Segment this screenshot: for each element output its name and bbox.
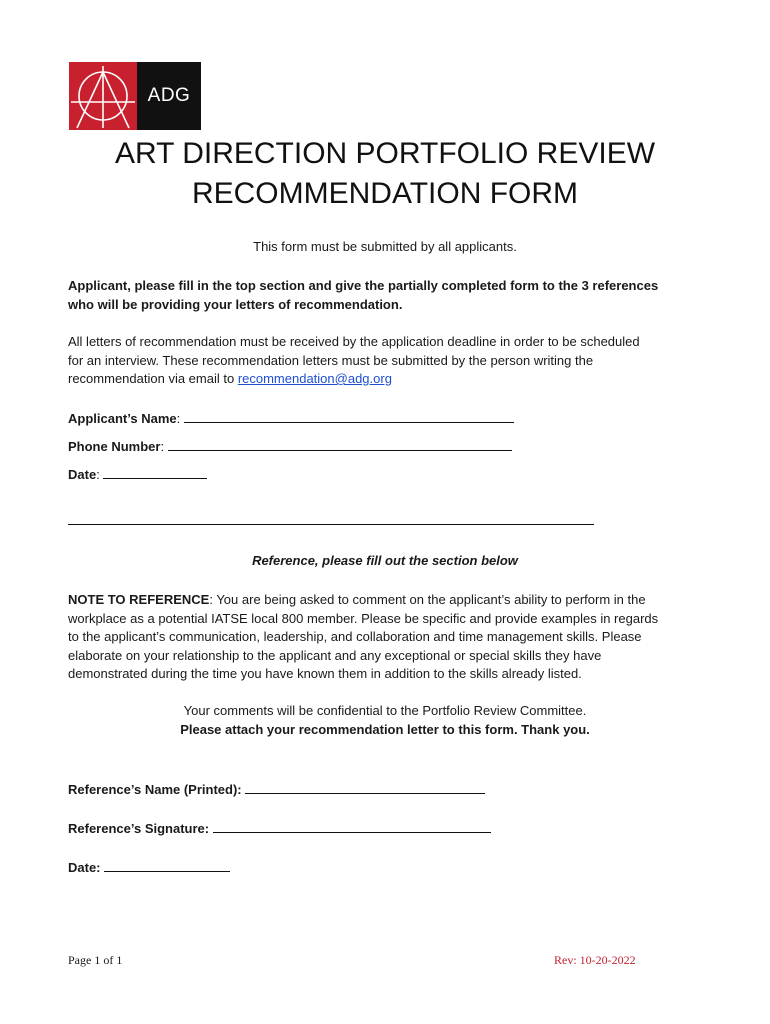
note-line-3: to the applicant’s communication, leadership, and collaboration and time management skills. Please: [68, 629, 642, 644]
applicant-date-blank[interactable]: [103, 465, 207, 479]
recommendation-email-link[interactable]: recommendation@adg.org: [237, 371, 392, 386]
letters-note-line-1: All letters of recommendation must be received by the application deadline in order to be scheduled: [68, 334, 640, 349]
note-label: NOTE TO REFERENCE: [68, 592, 210, 607]
reference-signature-label: Reference’s Signature:: [68, 821, 210, 836]
page-number: Page 1 of 1: [68, 953, 123, 967]
reference-date-field: [68, 858, 230, 878]
title-line-2: RECOMMENDATION FORM: [191, 177, 579, 210]
adg-logo-mark: [69, 62, 137, 130]
applicant-instruction: [68, 277, 708, 314]
letters-note-line-3: [68, 370, 708, 389]
applicant-name-blank[interactable]: [184, 409, 514, 423]
revision-date: Rev: 10-20-2022: [554, 953, 636, 967]
phone-number-field: Phone Number:: [68, 437, 512, 457]
reference-signature-blank[interactable]: [213, 819, 491, 833]
reference-signature-field: [68, 819, 491, 839]
letters-note-line-2: for an interview. These recommendation letters must be submitted by the person writing the: [68, 352, 594, 368]
note-line-4: elaborate on your relationship to the applicant and any exceptional or special skills they have: [68, 647, 602, 663]
reference-date-label: Date:: [68, 860, 101, 875]
compass-emblem-icon: [69, 62, 137, 130]
phone-number-blank[interactable]: [168, 437, 512, 451]
section-divider: [68, 524, 594, 525]
applicant-name-label: Applicant’s Name: [68, 411, 177, 426]
applicant-date-field: Date:: [68, 465, 207, 485]
attach-instruction: Please attach your recommendation letter to this form. Thank you.: [180, 722, 590, 737]
page-title: [0, 134, 770, 214]
title-line-1: ART DIRECTION PORTFOLIO REVIEW: [114, 137, 656, 170]
note-line-1-text: : You are being asked to comment on the applicant’s ability to perform in the: [209, 592, 646, 607]
confidential-text: Your comments will be confidential to the Portfolio Review Committee.: [183, 703, 587, 718]
intro-text: This form must be submitted by all applicants.: [253, 239, 517, 254]
note-to-reference: [68, 591, 708, 684]
applicant-instruction-line-2: who will be providing your letters of recommendation.: [68, 296, 403, 312]
letters-note: [68, 333, 708, 389]
phone-number-label: Phone Number: [68, 439, 161, 454]
reference-name-blank[interactable]: [245, 780, 485, 794]
applicant-name-field: Applicant’s Name:: [68, 409, 514, 429]
note-line-5: demonstrated during the time you have known them in addition to the skills already listed.: [68, 666, 582, 681]
reference-date-blank[interactable]: [104, 858, 230, 872]
applicant-instruction-line-1: Applicant, please fill in the top section and give the partially completed form to the 3 references: [68, 278, 659, 293]
adg-logo-text: ADG: [137, 62, 201, 130]
reference-name-field: [68, 780, 485, 800]
note-line-1: [68, 591, 708, 610]
reference-name-label: Reference’s Name (Printed):: [68, 782, 242, 797]
applicant-date-label: Date: [68, 467, 97, 482]
letters-note-line-3-text: recommendation via email to: [68, 371, 238, 386]
note-line-2: workplace as a potential IATSE local 800 member. Please be specific and provide examples in regards: [68, 610, 659, 626]
reference-heading: Reference, please fill out the section below: [252, 553, 518, 568]
adg-logo: [69, 62, 201, 130]
